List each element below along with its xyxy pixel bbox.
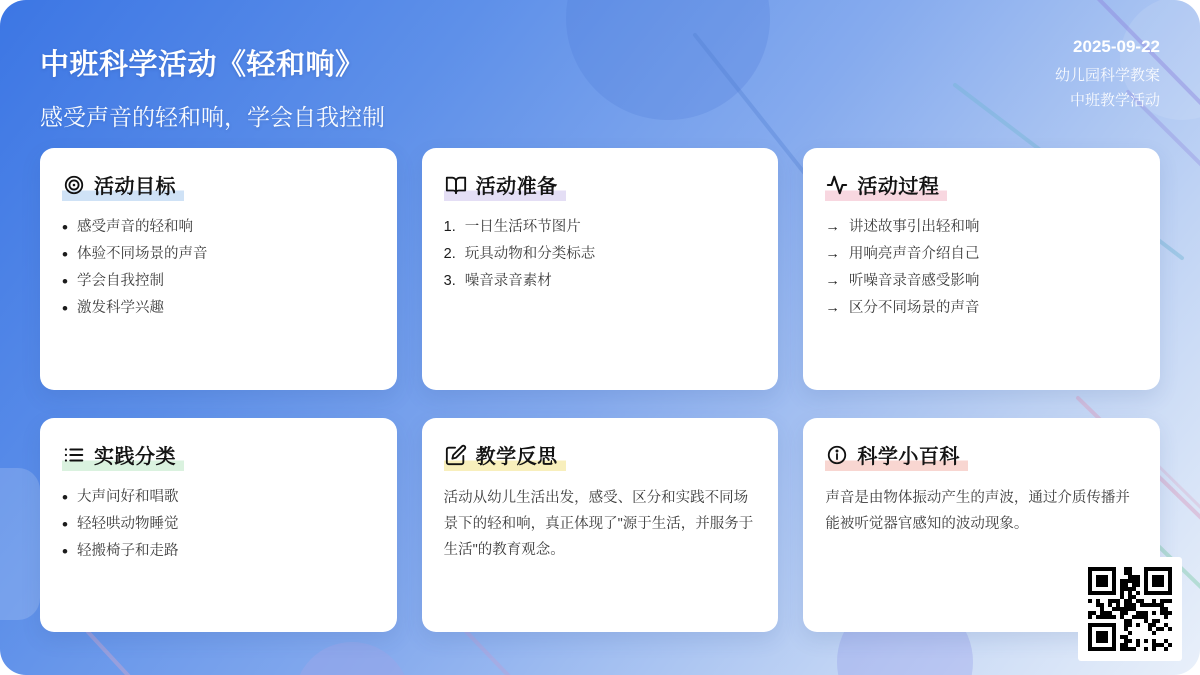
list-item <box>825 295 1138 322</box>
list-icon <box>63 444 85 466</box>
card-title-text: 活动过程 <box>857 176 940 198</box>
dot-marker: • <box>62 272 68 291</box>
list-item-text: 学会自我控制 <box>76 273 164 289</box>
target-icon <box>63 174 85 196</box>
dot-marker: • <box>62 245 68 264</box>
edit-icon <box>445 444 467 466</box>
card-title-text: 实践分类 <box>94 446 176 468</box>
card-title-text: 活动目标 <box>94 176 176 198</box>
card-list <box>825 214 1138 322</box>
header <box>40 34 1160 132</box>
card-list <box>444 214 757 295</box>
dot-marker: • <box>62 218 68 237</box>
header-meta <box>1055 34 1160 113</box>
card-list <box>62 214 375 322</box>
book-icon <box>445 174 467 196</box>
list-item <box>825 241 1138 268</box>
list-item <box>825 214 1138 241</box>
card-title-text: 科学小百科 <box>857 446 960 468</box>
list-item-text: 体验不同场景的声音 <box>76 246 208 262</box>
arrow-marker: → <box>825 300 840 316</box>
list-item-text: 玩具动物和分类标志 <box>464 246 596 262</box>
list-item-text: 轻搬椅子和走路 <box>76 543 179 559</box>
list-item <box>62 511 375 538</box>
list-item-text: 轻轻哄动物睡觉 <box>76 516 179 532</box>
list-item-text: 一日生活环节图片 <box>464 219 581 235</box>
card-title <box>444 170 566 201</box>
card-实践分类 <box>40 418 397 632</box>
card-grid <box>40 148 1160 632</box>
list-item <box>444 214 757 241</box>
info-icon <box>826 444 848 466</box>
dot-marker: • <box>62 515 68 534</box>
list-item <box>444 241 757 268</box>
list-item-text: 听噪音录音感受影响 <box>848 273 980 289</box>
list-item-text: 激发科学兴趣 <box>76 300 164 316</box>
card-教学反思 <box>422 418 779 632</box>
list-item-text: 噪音录音素材 <box>464 273 552 289</box>
card-活动过程 <box>803 148 1160 390</box>
card-title <box>444 440 566 471</box>
qr-code <box>1078 557 1182 661</box>
dot-marker: • <box>62 542 68 561</box>
list-item-text: 讲述故事引出轻和响 <box>848 219 980 235</box>
list-item <box>825 268 1138 295</box>
page-subtitle: 感受声音的轻和响，学会自我控制 <box>40 104 385 130</box>
card-title-text: 教学反思 <box>475 446 558 468</box>
card-title <box>62 170 184 201</box>
card-paragraph: 声音是由物体振动产生的声波，通过介质传播并能被听觉器官感知的波动现象。 <box>825 490 1130 532</box>
list-item <box>62 484 375 511</box>
list-item <box>62 241 375 268</box>
card-title-text: 活动准备 <box>475 176 558 198</box>
header-left <box>40 34 385 132</box>
list-item-text: 大声问好和唱歌 <box>76 489 179 505</box>
arrow-marker: → <box>825 273 840 289</box>
activity-icon <box>826 174 848 196</box>
arrow-marker: → <box>825 219 840 235</box>
dot-marker: • <box>62 488 68 507</box>
page-title: 中班科学活动《轻和响》 <box>40 49 365 81</box>
card-list <box>62 484 375 565</box>
date-label: 2025-09-22 <box>1073 37 1160 56</box>
card-title <box>825 170 947 201</box>
card-paragraph: 活动从幼儿生活出发，感受、区分和实践不同场景下的轻和响，真正体现了"源于生活，并服务于生活"的教育观念。 <box>443 490 754 558</box>
list-item-text: 区分不同场景的声音 <box>848 300 980 316</box>
card-活动准备 <box>422 148 779 390</box>
card-活动目标 <box>40 148 397 390</box>
list-item <box>62 268 375 295</box>
list-item <box>62 214 375 241</box>
num-marker: 3. <box>443 273 456 289</box>
dot-marker: • <box>62 299 68 318</box>
meta-line-1: 幼儿园科学教案 <box>1054 67 1160 84</box>
list-item <box>444 268 757 295</box>
list-item <box>62 538 375 565</box>
list-item <box>62 295 375 322</box>
arrow-marker: → <box>825 246 840 262</box>
meta-line-2: 中班教学活动 <box>1069 92 1160 109</box>
num-marker: 1. <box>443 219 456 235</box>
num-marker: 2. <box>443 246 456 262</box>
card-title <box>62 440 184 471</box>
card-title <box>825 440 968 471</box>
list-item-text: 感受声音的轻和响 <box>76 219 193 235</box>
list-item-text: 用响亮声音介绍自己 <box>848 246 980 262</box>
